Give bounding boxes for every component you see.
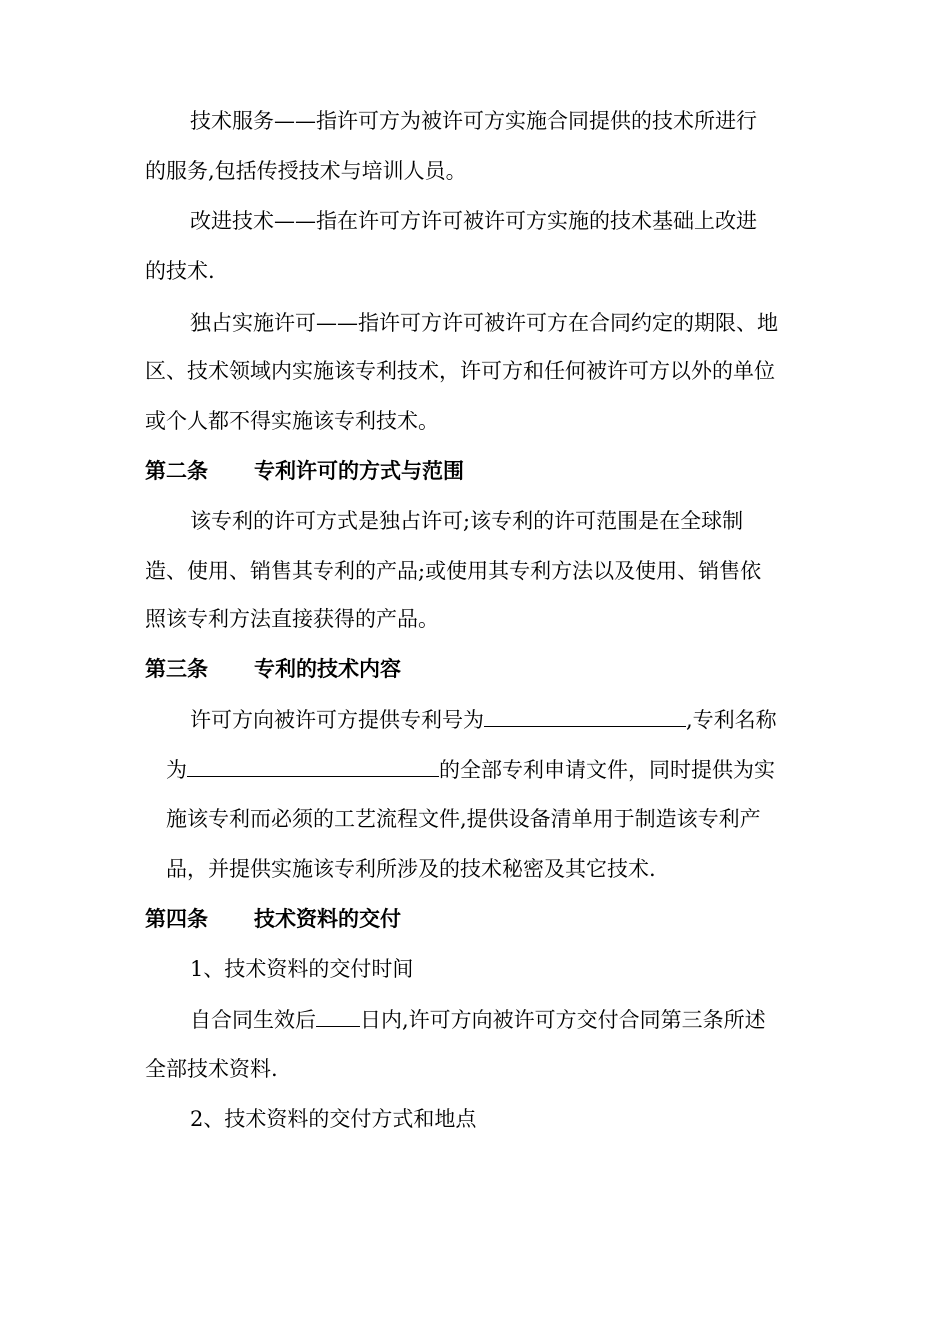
patent-name-blank[interactable] [187, 754, 439, 777]
p5-line4: 品，并提供实施该专利所涉及的技术秘密及其它技术. [166, 857, 656, 881]
p5-line1-text-b: ,专利名称 [686, 708, 777, 732]
patent-number-blank[interactable] [484, 704, 686, 727]
p2-line1: 改进技术——指在许可方许可被许可方实施的技术基础上改进 [190, 209, 757, 233]
article-4-number: 第四条 [145, 907, 208, 931]
article-3-number: 第三条 [145, 657, 208, 681]
item-2: 2、技术资料的交付方式和地点 [190, 1107, 477, 1131]
p5-line1 [190, 704, 777, 735]
p4-line2: 造、使用、销售其专利的产品;或使用其专利方法以及使用、销售依 [145, 559, 762, 583]
p6-line1-text: 自合同生效后 [190, 1008, 316, 1032]
article-2-title: 专利许可的方式与范围 [254, 459, 464, 483]
p5-line1-text: 许可方向被许可方提供专利号为 [190, 708, 484, 732]
p4-line3: 照该专利方法直接获得的产品。 [145, 607, 439, 631]
p6-line1 [190, 1004, 766, 1035]
article-4-title: 技术资料的交付 [254, 907, 401, 931]
p5-line2-text: 为 [166, 758, 187, 782]
p1-line1: 技术服务——指许可方为被许可方实施合同提供的技术所进行 [190, 109, 757, 133]
p3-line2: 区、技术领域内实施该专利技术，许可方和任何被许可方以外的单位 [145, 359, 775, 383]
p3-line3: 或个人都不得实施该专利技术。 [145, 409, 439, 433]
p1-line2: 的服务,包括传授技术与培训人员。 [145, 159, 467, 183]
days-blank[interactable] [316, 1004, 360, 1027]
p5-line2-text-b: 的全部专利申请文件，同时提供为实 [439, 758, 775, 782]
p2-line2: 的技术. [145, 259, 215, 283]
article-2-number: 第二条 [145, 459, 208, 483]
p6-line2: 全部技术资料. [145, 1057, 278, 1081]
article-2-heading [145, 456, 464, 486]
item-1: 1、技术资料的交付时间 [190, 957, 414, 981]
p4-line1: 该专利的许可方式是独占许可;该专利的许可范围是在全球制 [190, 509, 744, 533]
p5-line3: 施该专利而必须的工艺流程文件,提供设备清单用于制造该专利产 [166, 807, 761, 831]
article-3-title: 专利的技术内容 [254, 657, 401, 681]
article-4-heading [145, 904, 401, 934]
p3-line1: 独占实施许可——指许可方许可被许可方在合同约定的期限、地 [190, 311, 778, 335]
p5-line2 [166, 754, 775, 785]
article-3-heading [145, 654, 401, 684]
p6-line1-text-b: 日内,许可方向被许可方交付合同第三条所述 [360, 1008, 766, 1032]
